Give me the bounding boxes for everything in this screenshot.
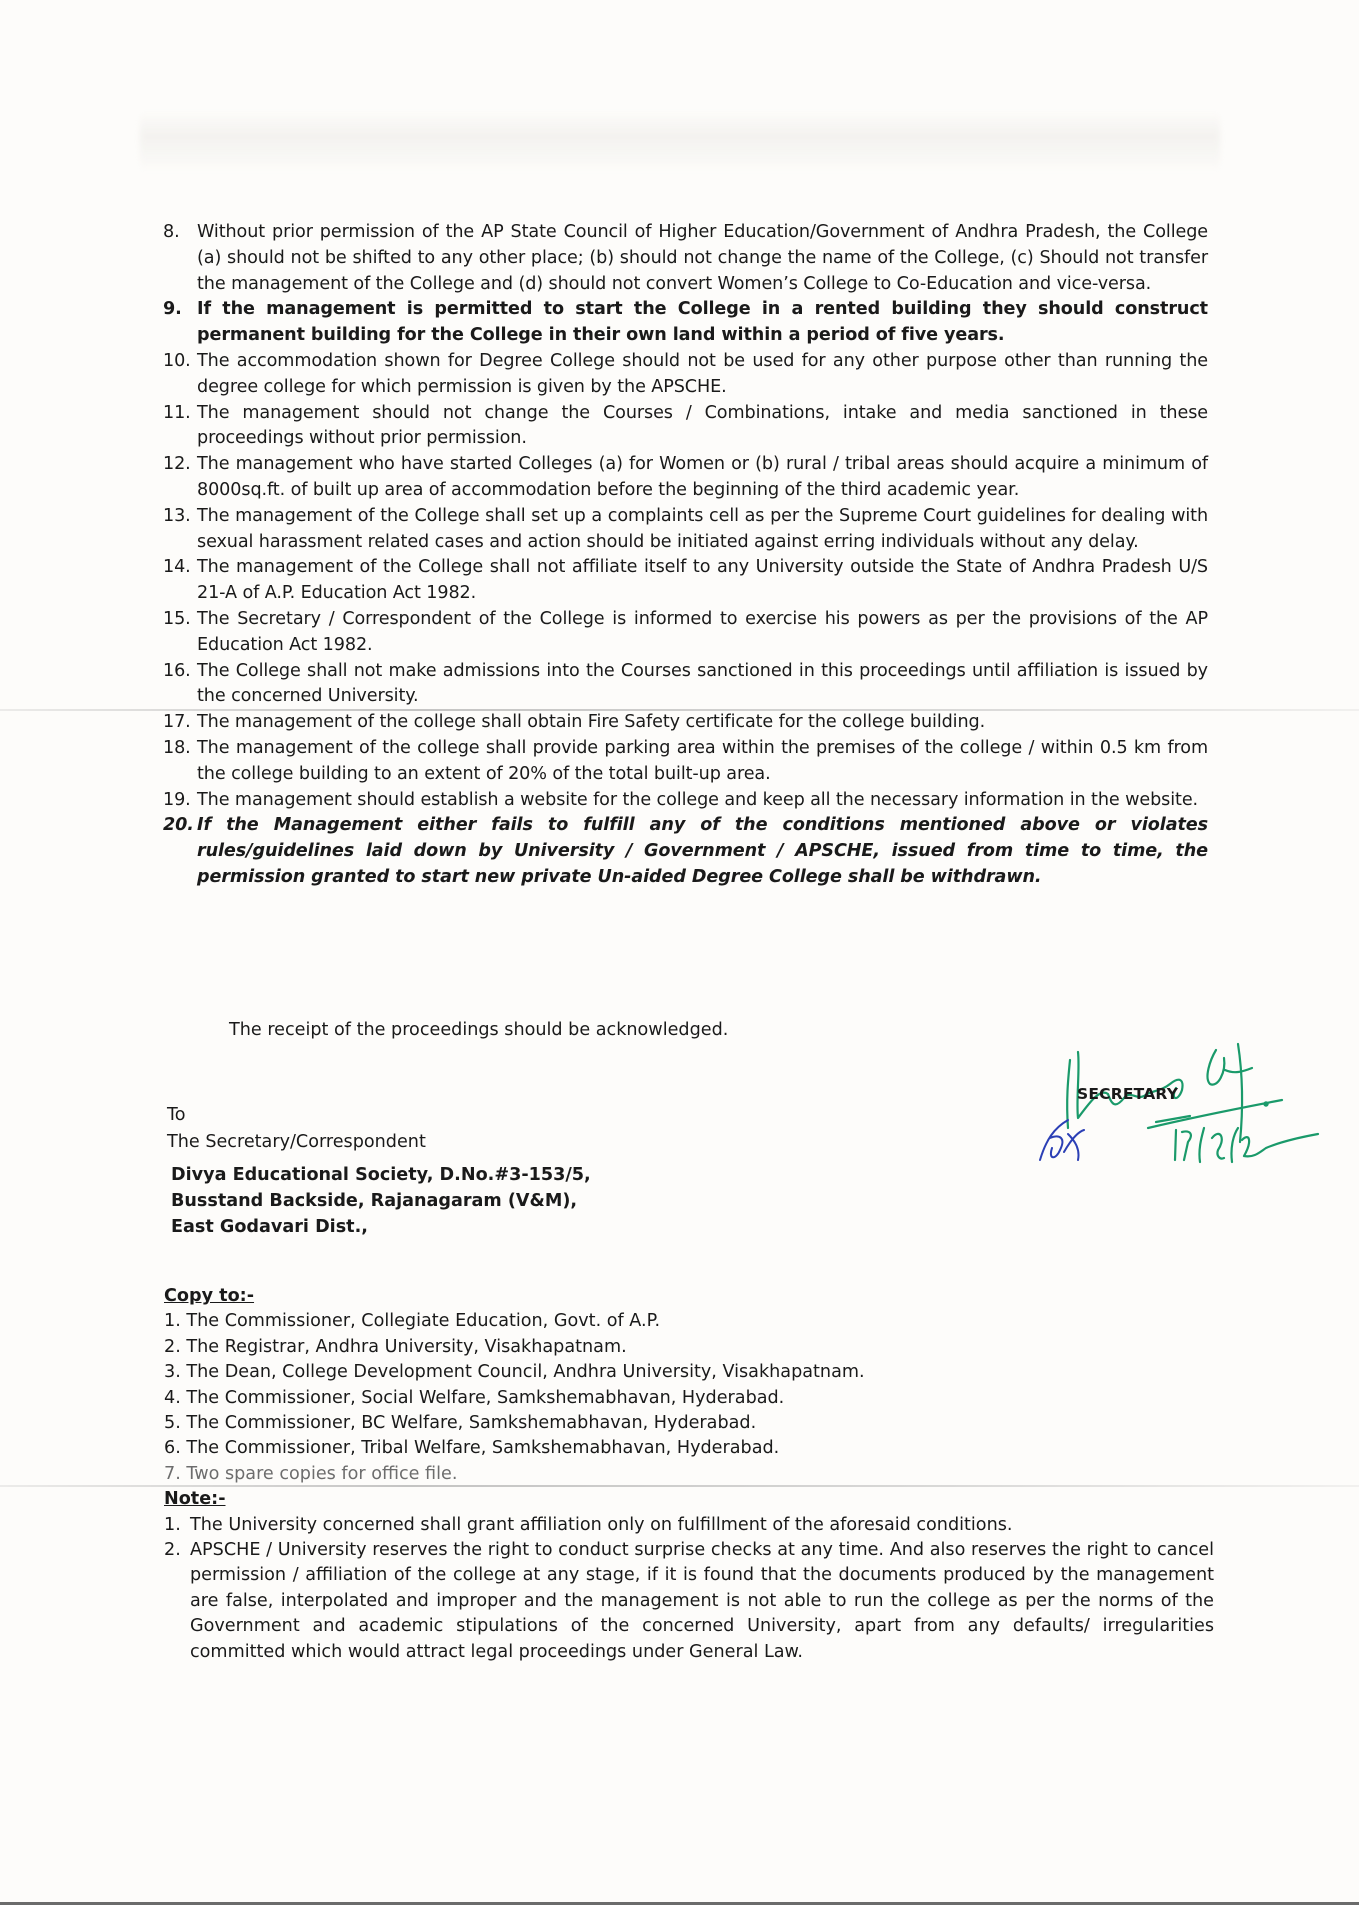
condition-number: 14. — [163, 557, 191, 578]
copy-to-item: 1. The Commissioner, Collegiate Education, Govt. of A.P. — [164, 1311, 661, 1332]
recipient-designation: The Secretary/Correspondent — [167, 1132, 426, 1152]
condition-number: 13. — [163, 505, 191, 526]
note-item — [164, 1538, 1214, 1665]
condition-text: If the management is permitted to start the College in a rented building they should construct permanent building for the College in their own land within a period of five years. — [197, 299, 1208, 346]
condition-text: The management of the College shall set up a complaints cell as per the Supreme Court guidelines for dealing with sexual harassment related cases and action should be initiated against erring individuals without any delay. — [197, 505, 1208, 552]
condition-text: The College shall not make admissions into the Courses sanctioned in this proceedings until affiliation is issued by the concerned University. — [197, 660, 1208, 707]
address-line: Divya Educational Society, D.No.#3-153/5, — [171, 1165, 591, 1185]
handwritten-signature — [1020, 1010, 1350, 1180]
condition-item — [163, 659, 1208, 711]
bleed-through-shading — [140, 112, 1220, 172]
condition-text: The accommodation shown for Degree College should not be used for any other purpose other than running the degree college for which permission is given by the APSCHE. — [197, 350, 1208, 397]
condition-number: 10. — [163, 350, 191, 371]
condition-item — [163, 504, 1208, 556]
condition-number: 9. — [163, 299, 182, 320]
condition-text: If the Management either fails to fulfill any of the conditions mentioned above or violates rules/guidelines laid down by University / Government / APSCHE, issued from time to time, the permission granted to start new private Un-aided Degree College shall be withdrawn. — [197, 815, 1208, 887]
note-heading: Note:- — [164, 1489, 226, 1510]
copy-to-item: 5. The Commissioner, BC Welfare, Samkshemabhavan, Hyderabad. — [164, 1413, 757, 1434]
condition-item — [163, 401, 1208, 453]
to-label: To — [167, 1105, 186, 1125]
condition-text: The Secretary / Correspondent of the College is informed to exercise his powers as per the provisions of the AP Education Act 1982. — [197, 608, 1208, 655]
copy-to-item: 3. The Dean, College Development Council, Andhra University, Visakhapatnam. — [164, 1362, 865, 1383]
note-text: APSCHE / University reserves the right to conduct surprise checks at any time. And also reserves the right to cancel permission / affiliation of the college at any stage, if it is found that the documents produced by the management are false, interpolated and improper and the management is not able to run the college as per the norms of the Government and academic stipulations of the concerned University, apart from any defaults/ irregularities committed which would attract legal proceedings under General Law. — [190, 1540, 1214, 1662]
conditions-list — [163, 220, 1208, 891]
condition-item — [163, 710, 1208, 736]
copy-to-item: 4. The Commissioner, Social Welfare, Samkshemabhavan, Hyderabad. — [164, 1387, 785, 1408]
copy-to-item: 7. Two spare copies for office file. — [164, 1463, 458, 1484]
signature-strokes — [1067, 1044, 1318, 1162]
address-line: East Godavari Dist., — [171, 1217, 368, 1237]
note-text: The University concerned shall grant affiliation only on fulfillment of the aforesaid conditions. — [190, 1514, 1013, 1535]
recipient-address — [171, 1162, 591, 1240]
condition-item — [163, 297, 1208, 349]
condition-item — [163, 452, 1208, 504]
condition-number: 16. — [163, 660, 191, 681]
condition-item — [163, 607, 1208, 659]
initials-strokes — [1040, 1120, 1084, 1160]
condition-text: The management should not change the Courses / Combinations, intake and media sanctioned in these proceedings without prior permission. — [197, 402, 1208, 449]
note-list — [164, 1513, 1214, 1665]
condition-number: 11. — [163, 402, 191, 423]
address-line: Busstand Backside, Rajanagaram (V&M), — [171, 1191, 578, 1211]
note-number: 1. — [164, 1514, 181, 1535]
condition-number: 18. — [163, 737, 191, 758]
condition-number: 15. — [163, 608, 191, 629]
condition-item — [163, 555, 1208, 607]
copy-to-heading: Copy to:- — [164, 1286, 255, 1306]
condition-text: The management should establish a website for the college and keep all the necessary information in the website. — [197, 789, 1199, 810]
condition-item — [163, 220, 1208, 297]
condition-text: The management who have started Colleges (a) for Women or (b) rural / tribal areas should acquire a minimum of 8000sq.ft. of built up area of accommodation before the beginning of the third academic year. — [197, 454, 1208, 500]
note-number: 2. — [164, 1540, 181, 1561]
condition-text: The management of the college shall provide parking area within the premises of the college / within 0.5 km from the college building to an extent of 20% of the total built-up area. — [197, 737, 1208, 784]
condition-number: 20. — [163, 815, 194, 836]
note-item — [164, 1513, 1214, 1538]
condition-text: The management of the college shall obtain Fire Safety certificate for the college building. — [197, 712, 986, 733]
condition-number: 8. — [163, 222, 180, 242]
condition-item — [163, 788, 1208, 814]
signatory-title: SECRETARY — [1077, 1085, 1179, 1103]
condition-number: 12. — [163, 454, 191, 475]
acknowledgement-line: The receipt of the proceedings should be acknowledged. — [229, 1020, 729, 1040]
condition-text: Without prior permission of the AP State Council of Higher Education/Government of Andhra Pradesh, the College (a) should not be shifted to any other place; (b) should not change the name of the College, (c) Should not transfer the management of the College and (d) should not convert Women’s College to Co-Education and vice-versa. — [197, 222, 1208, 294]
recipient-block — [167, 1102, 591, 1240]
condition-item — [163, 736, 1208, 788]
copy-to-section — [164, 1284, 1214, 1665]
condition-text: The management of the College shall not affiliate itself to any University outside the State of Andhra Pradesh U/S 21-A of A.P. Education Act 1982. — [197, 557, 1208, 604]
condition-number: 17. — [163, 712, 191, 733]
copy-to-item: 2. The Registrar, Andhra University, Visakhapatnam. — [164, 1336, 627, 1357]
condition-item — [163, 813, 1208, 890]
condition-item — [163, 349, 1208, 401]
condition-number: 19. — [163, 789, 191, 810]
copy-to-item: 6. The Commissioner, Tribal Welfare, Samkshemabhavan, Hyderabad. — [164, 1438, 780, 1459]
